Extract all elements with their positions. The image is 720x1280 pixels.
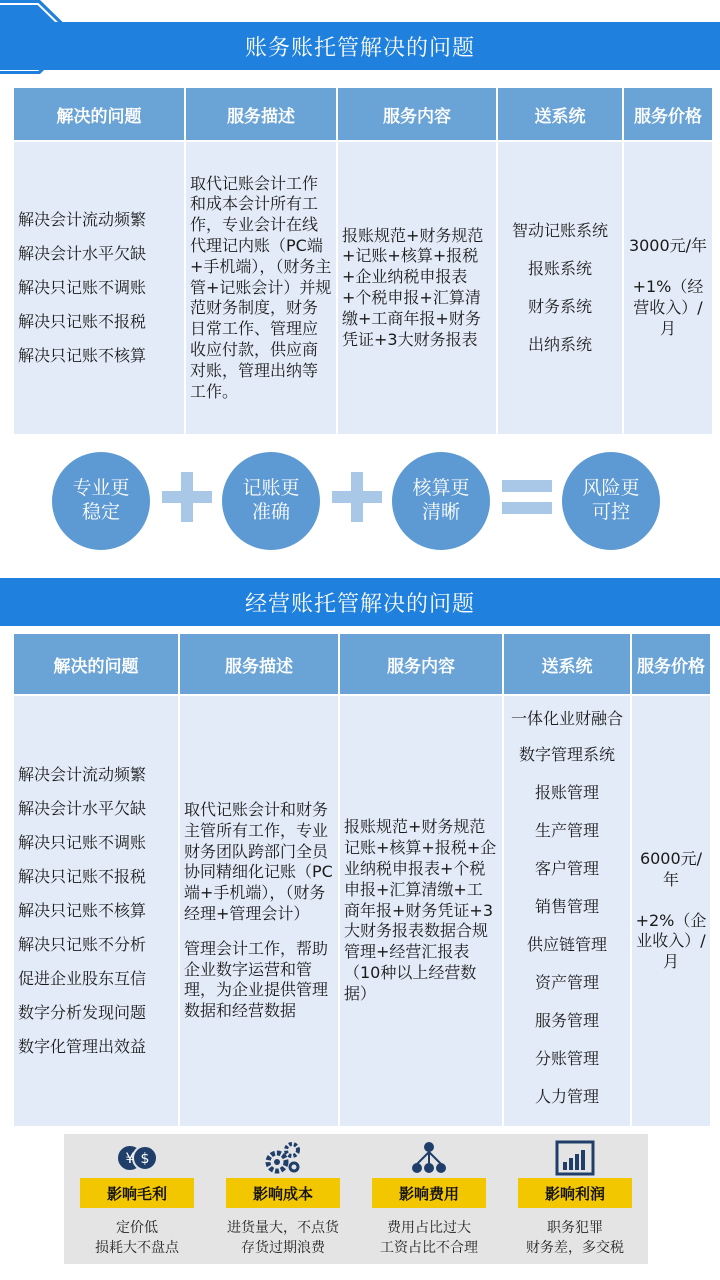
header-description: 服务描述 (186, 88, 336, 140)
benefit-circle: 专业更稳定 (52, 452, 150, 550)
problem-item: 促进企业股东互信 (18, 969, 147, 988)
impact-text: 费用占比过大 工资占比不合理 (380, 1220, 478, 1256)
content-cell (340, 696, 502, 1126)
system-item: 数字管理系统 (518, 745, 615, 764)
impact-text: 职务犯罪 财务差，多交税 (526, 1220, 624, 1256)
impact-label: 影响毛利 (80, 1178, 194, 1208)
content-text: 报账规范+财务规范+记账+核算+报税+企业纳税申报表+个税申报+汇算清缴+工商年报+财务凭证+3大财务报表 (342, 225, 484, 349)
table-header-row (14, 88, 712, 140)
header-problems: 解决的问题 (14, 634, 178, 694)
equals-icon (502, 476, 552, 520)
benefit-circle: 核算更清晰 (392, 452, 490, 550)
bar-chart-icon (555, 1140, 595, 1176)
impact-text: 定价低 损耗大不盘点 (95, 1220, 179, 1256)
impact-text: 进货量大，不点货 存货过期浪费 (227, 1220, 339, 1256)
systems-cell (498, 142, 622, 434)
svg-text:¥: ¥ (125, 1151, 135, 1167)
header-systems: 送系统 (498, 88, 622, 140)
problem-item: 解决会计水平欠缺 (18, 244, 147, 263)
section1-table (12, 86, 714, 436)
problem-item: 解决只记账不报税 (18, 312, 147, 331)
section1-banner (0, 22, 720, 70)
system-item: 资产管理 (534, 973, 599, 992)
system-item: 财务系统 (527, 297, 592, 316)
description-cell (180, 696, 338, 1126)
header-content: 服务内容 (340, 634, 502, 694)
problem-item: 解决会计水平欠缺 (18, 799, 147, 818)
impact-strip (64, 1134, 648, 1264)
problem-item: 数字化管理出效益 (18, 1037, 147, 1056)
gears-icon (263, 1140, 303, 1176)
description-text: 取代记账会计和财务主管所有工作，专业财务团队跨部门全员协同精细化记账（PC端+手机端），（财务经理+管理会计） (184, 800, 333, 923)
impact-label: 影响利润 (518, 1178, 632, 1208)
header-price: 服务价格 (624, 88, 712, 140)
problem-item: 解决只记账不核算 (18, 346, 147, 365)
problem-item: 解决只记账不调账 (18, 833, 147, 852)
impact-label: 影响费用 (372, 1178, 486, 1208)
content-text: 报账规范+财务规范记账+核算+报税+企业纳税申报表+个税申报+汇算清缴+工商年报+财务凭证+3大财务报表数据合规管理+经营汇报表（10种以上经营数据） (344, 817, 497, 1003)
price-base: 3000元/年 (628, 236, 708, 256)
system-item: 供应链管理 (526, 935, 607, 954)
system-item: 出纳系统 (527, 335, 592, 354)
system-item: 智动记账系统 (511, 221, 608, 240)
description-text: 管理会计工作，帮助企业数字运营和管理，为企业提供管理数据和经营数据 (184, 938, 329, 1021)
header-problems: 解决的问题 (14, 88, 184, 140)
impact-item-expense (356, 1134, 502, 1264)
problem-item: 解决会计流动频繁 (18, 765, 147, 784)
description-text: 取代记账会计工作和成本会计所有工作，专业会计在线代理记内账（PC端+手机端），（财务主管+记账会计）并规范财务制度，财务日常工作、管理应收应付款，供应商对账，管理出纳等工作。 (190, 173, 332, 401)
problem-item: 解决只记账不核算 (18, 901, 147, 920)
system-item: 分账管理 (534, 1049, 599, 1068)
benefit-circle: 记账更准确 (222, 452, 320, 550)
section2-table (12, 632, 712, 1128)
header-price: 服务价格 (632, 634, 710, 694)
impact-item-cost (210, 1134, 356, 1264)
system-item: 生产管理 (534, 821, 599, 840)
plus-icon (162, 472, 212, 522)
plus-icon (332, 472, 382, 522)
system-item: 服务管理 (534, 1011, 599, 1030)
section1-title: 账务账托管解决的问题 (244, 35, 475, 61)
price-extra: +2%（企业收入）/月 (635, 910, 707, 972)
section2-title: 经营账托管解决的问题 (244, 591, 475, 617)
system-item: 报账系统 (527, 259, 592, 278)
problems-cell (14, 142, 184, 434)
people-network-icon (409, 1140, 449, 1176)
content-cell (338, 142, 496, 434)
table-row (14, 142, 712, 434)
header-description: 服务描述 (180, 634, 338, 694)
price-base: 6000元/年 (639, 849, 703, 889)
benefit-flow (0, 440, 720, 570)
problems-cell (14, 696, 178, 1126)
impact-item-gross-profit (64, 1134, 210, 1264)
problem-item: 数字分析发现问题 (18, 1003, 147, 1022)
system-item: 报账管理 (534, 783, 599, 802)
result-circle: 风险更可控 (562, 452, 660, 550)
header-content: 服务内容 (338, 88, 496, 140)
problem-item: 解决会计流动频繁 (18, 210, 147, 229)
impact-item-profit (502, 1134, 648, 1264)
section2-banner (0, 578, 720, 626)
svg-text:$: $ (140, 1151, 150, 1167)
problem-item: 解决只记账不调账 (18, 278, 147, 297)
header-systems: 送系统 (504, 634, 630, 694)
system-item: 销售管理 (534, 897, 599, 916)
price-cell (632, 696, 710, 1126)
table-row (14, 696, 710, 1126)
problem-item: 解决只记账不报税 (18, 867, 147, 886)
systems-cell (504, 696, 630, 1126)
description-cell (186, 142, 336, 434)
money-icon (117, 1140, 157, 1176)
table-header-row (14, 634, 710, 694)
price-extra: +1%（经营收入）/月 (632, 277, 704, 338)
impact-label: 影响成本 (226, 1178, 340, 1208)
problem-item: 解决只记账不分析 (18, 935, 147, 954)
system-item: 一体化业财融合 (510, 709, 623, 728)
system-item: 客户管理 (534, 859, 599, 878)
price-cell (624, 142, 712, 434)
system-item: 人力管理 (534, 1087, 599, 1106)
